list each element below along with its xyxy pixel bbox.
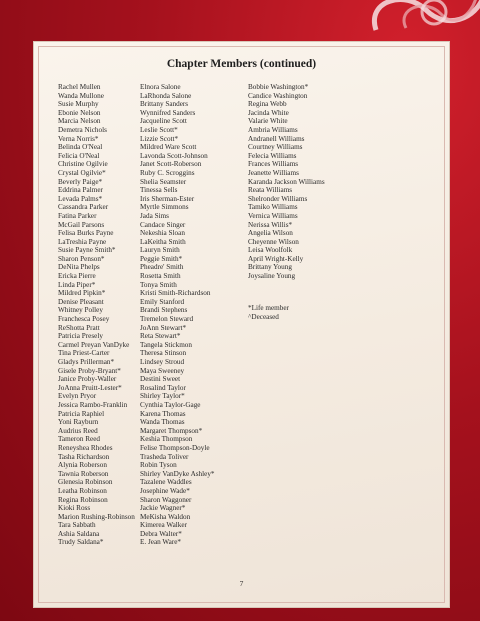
member-name: Regina Webb	[248, 100, 287, 109]
member-name: E. Jean Ware*	[140, 538, 181, 547]
member-name: Felecia Williams	[248, 151, 297, 160]
member-name: Iris Sherman-Ester	[140, 194, 195, 203]
member-name: MeKisha Waldon	[140, 512, 191, 521]
rose-decoration	[336, 0, 480, 38]
member-name: Margaret Thompson*	[140, 426, 203, 435]
member-name: Keshia Thompson	[140, 435, 193, 444]
member-name: Mildred Ware Scott	[140, 143, 197, 152]
member-name: Jeanette Williams	[248, 168, 299, 177]
member-name: Marcia Nelson	[58, 117, 101, 126]
member-name: Regina Robinson	[58, 495, 108, 504]
member-name: Emily Stanford	[140, 297, 185, 306]
member-column-3	[248, 83, 325, 281]
member-name: DeNita Phelps	[58, 263, 100, 272]
member-name: Courtney Williams	[248, 143, 303, 152]
member-name: ReShotta Pratt	[58, 323, 100, 332]
member-name: Evelyn Pryor	[58, 392, 97, 401]
member-name: Candice Washington	[248, 91, 308, 100]
member-name: Nerissa Willis*	[248, 220, 293, 229]
member-name: Karena Thomas	[140, 409, 186, 418]
member-name: Reneyshea Rhodes	[58, 443, 113, 452]
content-panel	[33, 41, 450, 608]
member-name: Wynnifred Sanders	[140, 108, 196, 117]
member-name: Eddrina Palmer	[58, 186, 103, 195]
member-name: Nekeshia Sloan	[140, 229, 185, 238]
member-name: Leslie Scott*	[140, 125, 178, 134]
member-name: Kimerea Walker	[140, 521, 187, 530]
member-name: Patricia Raphiel	[58, 409, 105, 418]
page-number: 7	[239, 579, 244, 588]
member-name: Kioki Ross	[58, 504, 91, 513]
member-name: Gladys Prillerman*	[58, 358, 115, 366]
member-name: Fatina Parker	[58, 211, 97, 220]
member-name: Susie Murphy	[58, 100, 99, 109]
member-name: LaRhonda Salone	[140, 91, 192, 100]
member-name: Brittany Sanders	[140, 100, 189, 109]
member-name: Lavonda Scott-Johnson	[140, 151, 208, 160]
member-name: Karanda Jackson Williams	[248, 177, 325, 186]
member-name: Glenesia Robinson	[58, 478, 113, 487]
member-name: Denise Pleasant	[58, 297, 104, 306]
member-name: Verna Norris*	[58, 134, 99, 143]
member-name: Cynthia Taylor-Gage	[140, 400, 201, 409]
member-name: Tremelon Steward	[140, 315, 194, 324]
member-name: Shelia Seamster	[140, 177, 187, 186]
member-name: Tazalene Waddles	[140, 478, 192, 487]
member-name: Bobbie Washington*	[248, 83, 309, 91]
member-name: Jacinda White	[248, 108, 289, 117]
member-name: Theresa Stinson	[140, 349, 187, 358]
legend	[248, 304, 289, 321]
member-name: Patricia Presely	[58, 332, 103, 341]
member-name: Peggie Smith*	[140, 254, 183, 263]
member-name: Carmel Preyan VanDyke	[58, 340, 130, 349]
member-name: Lizzie Scott*	[140, 134, 179, 143]
member-name: Crystal Ogilvie*	[58, 168, 106, 177]
member-name: LaTreshia Payne	[58, 237, 107, 246]
legend-deceased: ^Deceased	[248, 312, 279, 321]
member-name: Sharon Waggoner	[140, 495, 192, 504]
member-name: Felise Thompson-Doyle	[140, 443, 210, 452]
member-name: Reata Williams	[248, 186, 293, 195]
member-name: Mildred Pipkin*	[58, 289, 106, 298]
member-name: Ericka Pierre	[58, 272, 96, 281]
member-name: Rosetta Smith	[140, 272, 181, 281]
member-name: Leisa Woolfolk	[248, 246, 293, 255]
member-name: Yoni Rayburn	[58, 418, 99, 427]
member-name: Pheadre' Smith	[140, 263, 184, 272]
member-name: Brandi Stephens	[140, 306, 188, 315]
member-name: Felicia O'Neal	[58, 151, 100, 160]
member-name: Shirley VanDyke Ashley*	[140, 469, 215, 478]
member-name: Sharon Penson*	[58, 254, 105, 263]
member-name: Myrtle Simmons	[140, 203, 189, 212]
legend-life-member: *Life member	[248, 304, 289, 312]
member-name: Janice Proby-Waller	[58, 375, 117, 384]
member-name: Elnora Salone	[140, 83, 181, 91]
member-name: Janet Scott-Roberson	[140, 160, 202, 169]
member-name: Tasha Richardson	[58, 452, 110, 461]
member-name: Whitney Polley	[58, 306, 103, 315]
member-name: Linda Piper*	[58, 280, 96, 289]
member-name: Audrius Reed	[58, 426, 98, 435]
member-name: Susie Payne Smith*	[58, 246, 116, 255]
member-name: Beverly Paige*	[58, 177, 103, 186]
member-column-1	[58, 83, 135, 547]
member-name: April Wright-Kelly	[248, 254, 304, 263]
member-name: Levada Palms*	[58, 194, 103, 203]
member-name: Jada Sims	[140, 211, 169, 220]
member-name: Frances Williams	[248, 160, 299, 169]
page-title: Chapter Members (continued)	[166, 58, 317, 70]
member-name: Ashia Saldana	[58, 529, 100, 538]
member-name: Angelia Wilson	[248, 229, 293, 238]
member-name: Tara Sabbath	[58, 521, 96, 530]
member-name: Demetra Nichols	[58, 125, 107, 134]
member-name: Reta Stewart*	[140, 332, 181, 341]
member-name: Shelronder Williams	[248, 194, 308, 203]
member-name: Wanda Thomas	[140, 418, 185, 427]
member-name: Leatha Robinson	[58, 486, 107, 495]
member-name: Felisa Burks Payne	[58, 229, 114, 238]
member-name: Gisele Proby-Bryant*	[58, 366, 121, 375]
member-name: Franchesca Posey	[58, 315, 110, 324]
member-name: Cassandra Parker	[58, 203, 109, 212]
member-name: Lauryn Smith	[140, 246, 180, 255]
member-name: Belinda O'Neal	[58, 143, 103, 152]
member-name: Rachel Mullen	[58, 83, 101, 91]
member-name: Tangela Stickmon	[140, 340, 192, 349]
member-name: Jackie Wagner*	[140, 504, 186, 513]
member-name: McGail Parsons	[58, 220, 105, 229]
member-name: Trudy Saldana*	[58, 538, 104, 547]
member-name: Brittany Young	[248, 263, 292, 272]
member-column-2	[140, 83, 215, 547]
member-name: Joysaline Young	[248, 272, 296, 281]
member-name: Lindsey Stroud	[140, 358, 185, 366]
member-name: Rosalind Taylor	[140, 383, 186, 392]
member-name: Marion Rushing-Robinson	[58, 512, 135, 521]
member-name: Jessica Rambo-Franklin	[58, 400, 128, 409]
member-name: Trasheda Toliver	[140, 452, 189, 461]
member-name: Christine Ogilvie	[58, 160, 108, 169]
member-name: Destini Sweet	[140, 375, 181, 384]
member-name: JoAnn Stewart*	[140, 323, 187, 332]
member-name: Andranell Williams	[248, 134, 305, 143]
member-name: Josephine Wade*	[140, 486, 190, 495]
member-name: LaKeitha Smith	[140, 237, 186, 246]
member-name: Kristi Smith-Richardson	[140, 289, 211, 298]
member-name: Ebonie Nelson	[58, 108, 101, 117]
member-name: Wanda Mullone	[58, 91, 104, 100]
member-name: Candace Singer	[140, 220, 186, 229]
member-name: Tamiko Williams	[248, 203, 298, 212]
member-name: Robin Tyson	[140, 461, 177, 470]
member-name: Valarie White	[248, 117, 288, 126]
member-name: Alynia Roberson	[58, 461, 107, 470]
member-name: Debra Walter*	[140, 529, 182, 538]
member-name: Tawnia Roberson	[58, 469, 109, 478]
member-name: Maya Sweeney	[140, 366, 185, 375]
member-name: Jacqueline Scott	[140, 117, 187, 126]
member-name: JoAnna Pruitt-Lester*	[58, 383, 122, 392]
member-name: Cheyenne Wilson	[248, 237, 299, 246]
member-name: Vernica Williams	[248, 211, 298, 220]
member-name: Tinessa Sells	[140, 186, 178, 195]
member-name: Tameron Reed	[58, 435, 101, 444]
member-name: Tonya Smith	[140, 280, 177, 289]
member-name: Ambria Williams	[248, 125, 298, 134]
member-name: Shirley Taylor*	[140, 392, 185, 401]
member-name: Tina Priest-Carter	[58, 349, 110, 358]
member-name: Ruby C. Scroggins	[140, 168, 195, 177]
